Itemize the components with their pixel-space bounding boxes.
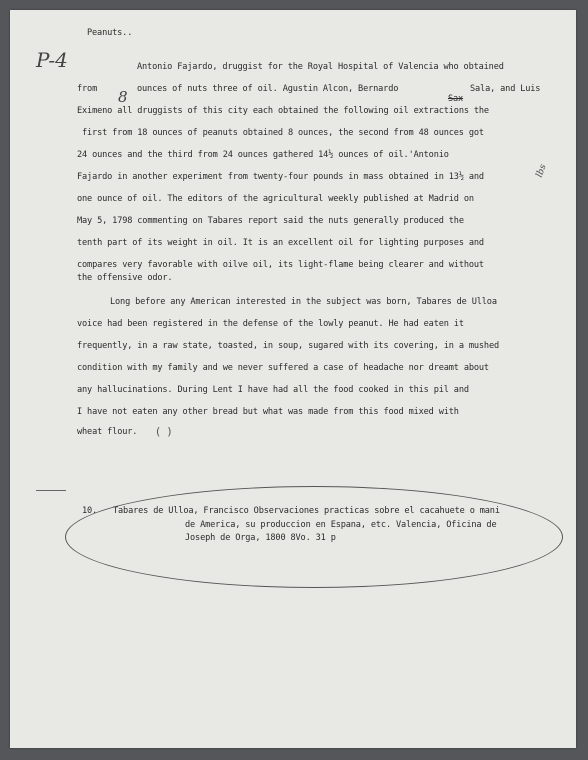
handwritten-eight: 8: [118, 88, 128, 106]
struck-word: Sax: [448, 94, 464, 104]
text-line: compares very favorable with oilve oil, its light-flame being clearer and without: [77, 260, 484, 270]
text-line: voice had been registered in the defense of the lowly peanut. He had eaten it: [77, 319, 464, 329]
text-line: from: [77, 84, 98, 94]
text-line: Sala, and Luis: [470, 84, 541, 94]
footnote-line-1: Tabares de Ulloa, Francisco Observaciones practicas sobre el cacahuete o mani: [113, 506, 500, 516]
page-heading: Peanuts..: [87, 28, 133, 38]
footnote-line-2: de America, su produccion en Espana, etc. Valencia, Oficina de: [185, 520, 497, 530]
margin-note: P-4: [36, 48, 68, 72]
text-line: ounces of nuts three of oil. Agustin Alcon, Bernardo: [137, 84, 399, 94]
text-line: Fajardo in another experiment from twenty-four pounds in mass obtained in 13½ and: [77, 172, 484, 182]
footnote-number: 10.: [82, 506, 98, 516]
text-line: one ounce of oil. The editors of the agricultural weekly published at Madrid on: [77, 194, 474, 204]
citation-parens: ( ): [156, 425, 172, 438]
footnote-rule: [36, 490, 66, 491]
text-line: May 5, 1798 commenting on Tabares report said the nuts generally produced the: [77, 216, 464, 226]
text-line: 24 ounces and the third from 24 ounces gathered 14½ ounces of oil.'Antonio: [77, 150, 449, 160]
text-line: wheat flour.: [77, 427, 138, 437]
document-page: [10, 10, 576, 748]
text-line: any hallucinations. During Lent I have had all the food cooked in this pil and: [77, 385, 469, 395]
footnote-line-3: Joseph de Orga, 1800 8Vo. 31 p: [185, 533, 336, 543]
text-line: frequently, in a raw state, toasted, in soup, sugared with its covering, in a mushed: [77, 341, 500, 351]
text-line: first from 18 ounces of peanuts obtained 8 ounces, the second from 48 ounces got: [82, 128, 484, 138]
handwritten-lbs: lbs: [534, 163, 549, 179]
text-line: I have not eaten any other bread but what was made from this food mixed with: [77, 407, 459, 417]
text-line: condition with my family and we never suffered a case of headache nor dreamt about: [77, 363, 489, 373]
text-line: the offensive odor.: [77, 273, 173, 283]
text-line: Long before any American interested in the subject was born, Tabares de Ulloa: [110, 297, 497, 307]
text-line: tenth part of its weight in oil. It is an excellent oil for lighting purposes and: [77, 238, 484, 248]
text-line: Eximeno all druggists of this city each obtained the following oil extractions the: [77, 106, 489, 116]
text-line: Antonio Fajardo, druggist for the Royal Hospital of Valencia who obtained: [137, 62, 504, 72]
